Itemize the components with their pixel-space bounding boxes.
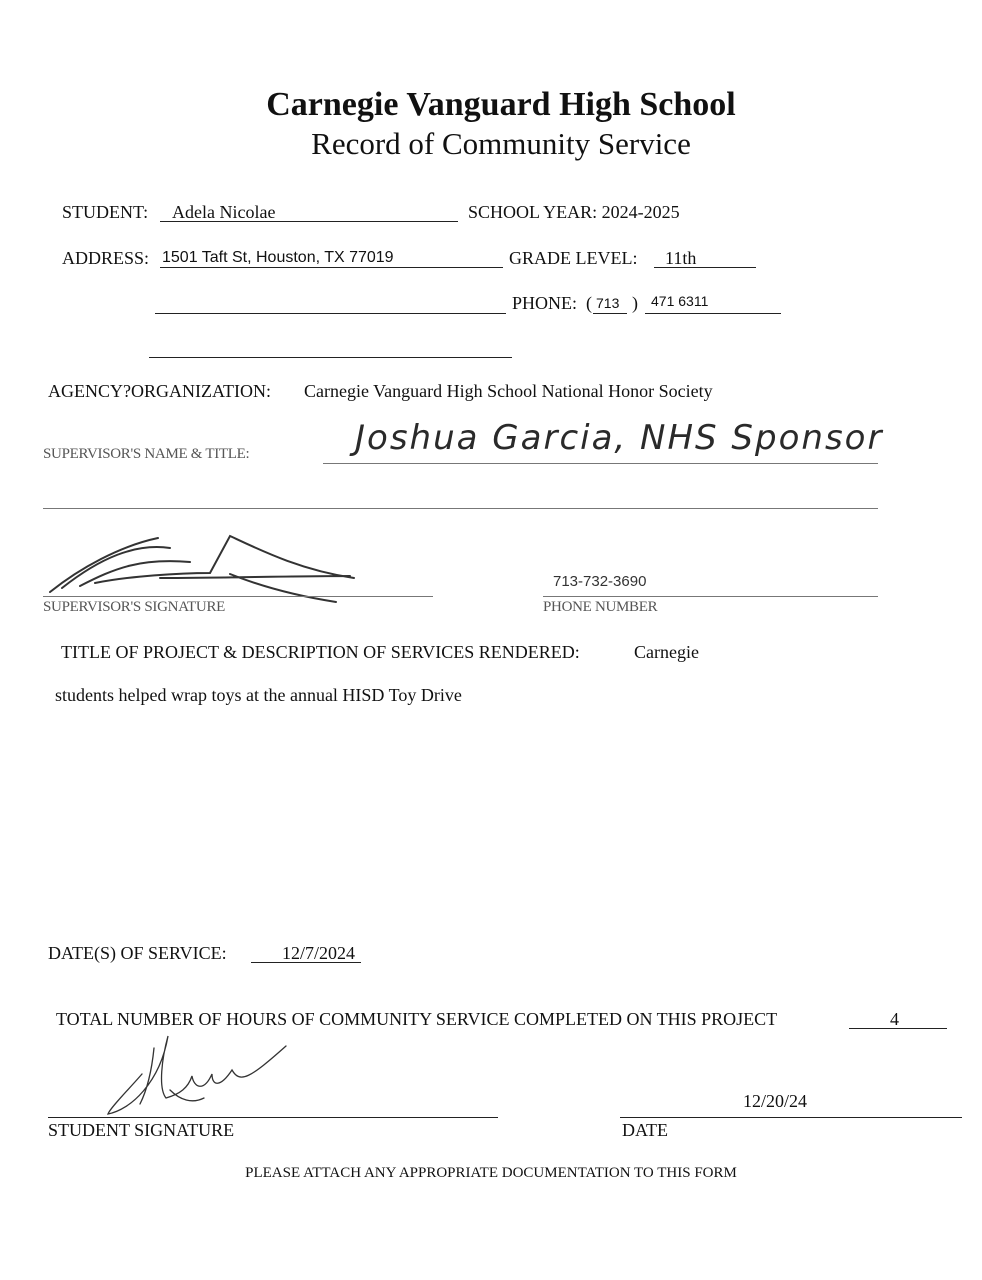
grade-level-value[interactable]: 11th	[665, 248, 697, 268]
form-title: Record of Community Service	[311, 126, 691, 161]
supervisor-extra-line	[43, 508, 878, 509]
school-name: Carnegie Vanguard High School	[266, 86, 736, 123]
signed-date-value[interactable]: 12/20/24	[743, 1091, 808, 1111]
student-label: STUDENT:	[62, 202, 149, 222]
total-hours-value[interactable]: 4	[890, 1009, 899, 1029]
supervisor-phone-line	[543, 596, 878, 597]
student-signature-line	[48, 1117, 498, 1118]
supervisor-name-title-label: SUPERVISOR'S NAME & TITLE:	[43, 446, 250, 462]
agency-value[interactable]: Carnegie Vanguard High School National Honor Society	[304, 381, 713, 401]
grade-level-label: GRADE LEVEL:	[509, 248, 638, 268]
phone-number-line	[645, 313, 781, 314]
phone-number-value[interactable]: 471 6311	[651, 293, 709, 309]
area-code-line	[593, 313, 627, 314]
phone-paren-open: (	[586, 293, 592, 313]
service-date-label: DATE(S) OF SERVICE:	[48, 943, 227, 963]
address-line	[160, 267, 503, 268]
project-description-line2[interactable]: students helped wrap toys at the annual HISD Toy Drive	[55, 685, 462, 705]
project-description-line1[interactable]: Carnegie	[634, 642, 699, 662]
address-label: ADDRESS:	[62, 248, 150, 268]
phone-paren-close: )	[632, 293, 638, 313]
school-year-label: SCHOOL YEAR: 2024-2025	[468, 202, 680, 222]
supervisor-name-line	[323, 463, 878, 464]
phone-label: PHONE:	[512, 293, 578, 313]
address-line-3	[149, 357, 512, 358]
student-signature-label: STUDENT SIGNATURE	[48, 1120, 235, 1140]
total-hours-label: TOTAL NUMBER OF HOURS OF COMMUNITY SERVICE COMPLETED ON THIS PROJECT	[56, 1009, 778, 1029]
address-value[interactable]: 1501 Taft St, Houston, TX 77019	[162, 249, 394, 266]
phone-area-code[interactable]: 713	[596, 295, 620, 311]
address-line-2	[155, 313, 506, 314]
signed-date-line	[620, 1117, 962, 1118]
supervisor-signature-label: SUPERVISOR'S SIGNATURE	[43, 599, 226, 615]
project-label: TITLE OF PROJECT & DESCRIPTION OF SERVICES RENDERED:	[61, 642, 580, 662]
signed-date-label: DATE	[622, 1120, 668, 1140]
supervisor-phone-value[interactable]: 713-732-3690	[553, 573, 647, 590]
supervisor-phone-label: PHONE NUMBER	[543, 599, 658, 615]
footer-note: PLEASE ATTACH ANY APPROPRIATE DOCUMENTATION TO THIS FORM	[245, 1165, 737, 1181]
service-date-value[interactable]: 12/7/2024	[282, 943, 356, 963]
agency-label: AGENCY?ORGANIZATION:	[48, 381, 271, 401]
supervisor-signature-line	[43, 596, 433, 597]
supervisor-name-title-value[interactable]: Joshua Garcia, NHS Sponsor	[355, 418, 884, 458]
student-signature-image	[100, 1028, 300, 1120]
student-name-value[interactable]: Adela Nicolae	[172, 202, 276, 222]
